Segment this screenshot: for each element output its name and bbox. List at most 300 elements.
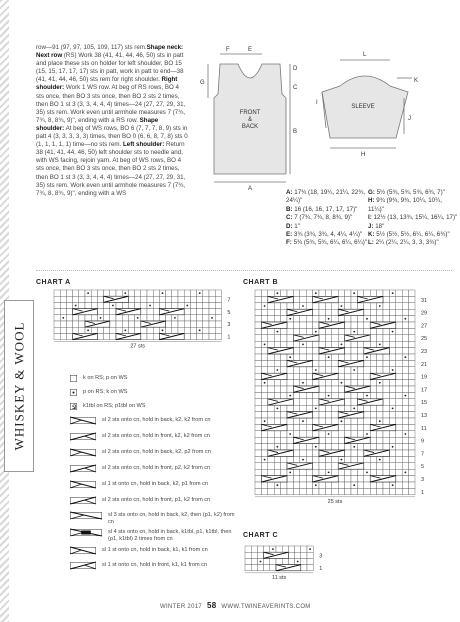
chart-cell <box>85 315 91 321</box>
legend-item <box>70 449 211 456</box>
chart-cell <box>370 367 376 373</box>
chart-cell <box>325 437 331 443</box>
chart-cell <box>389 488 395 494</box>
chart-cell <box>141 296 147 302</box>
chart-cell <box>116 315 122 321</box>
purl-dot <box>87 329 89 331</box>
chart-cell <box>325 360 331 366</box>
chart-cell <box>287 373 293 379</box>
chart-cell <box>274 418 280 424</box>
chart-cell <box>116 290 122 296</box>
chart-cell <box>370 463 376 469</box>
chart-cell <box>293 316 299 322</box>
chart-cell <box>345 488 351 494</box>
chart-cell <box>172 302 178 308</box>
chart-cell <box>357 322 363 328</box>
purl-dot <box>260 561 262 563</box>
chart-cell <box>261 399 267 405</box>
chart-cell <box>184 327 190 333</box>
instruction-text: Return 38 (41, 41, 44, 46, 50) left shoulder sts to needle and, with WS facing, rejoin yarn. At beg of WS rows, BO 4 sts once, then BO 3 sts once, then BO 2 sts 2 times, then BO 1 st 3 (3, 3, 4, 4, 4) times—24 (27, 27, 29, 31, 35) sts rem. Work even until armhole measures 7 (7¾, 7¾, 8, 8¾, 9)", ending with a WS <box>36 141 186 197</box>
chart-cell <box>396 392 402 398</box>
chart-cell <box>319 380 325 386</box>
purl-dot <box>272 548 274 550</box>
purl-dot <box>315 369 317 371</box>
chart-cell <box>325 290 331 296</box>
chart-cell <box>402 380 408 386</box>
chart-cell <box>345 405 351 411</box>
chart-cell <box>325 482 331 488</box>
chart-cell <box>73 296 79 302</box>
purl-dot <box>309 548 311 550</box>
chart-cell <box>396 360 402 366</box>
chart-cell <box>338 386 344 392</box>
legend-text: sl 1 st onto cn, hold in front, k1, k1 from cn <box>102 562 208 568</box>
chart-cell <box>351 488 357 494</box>
purl-dot <box>328 472 330 474</box>
chart-cell <box>338 354 344 360</box>
instruction-heading: Left shoulder: <box>123 141 165 149</box>
chart-cell <box>79 290 85 296</box>
chart-cell <box>300 328 306 334</box>
chart-cell <box>268 328 274 334</box>
chart-cell <box>332 380 338 386</box>
chart-cell <box>306 488 312 494</box>
chart-cell <box>147 309 153 315</box>
chart-cell <box>261 392 267 398</box>
chart-cell <box>351 392 357 398</box>
front-back-line-1: FRONT <box>239 110 261 116</box>
legend-symbol-icon <box>70 449 96 456</box>
chart-cell <box>79 296 85 302</box>
chart-cell <box>300 444 306 450</box>
chart-cell <box>166 321 172 327</box>
chart-cell <box>402 482 408 488</box>
chart-cell <box>306 367 312 373</box>
chart-cell <box>255 290 261 296</box>
chart-cell <box>288 546 294 552</box>
chart-cell <box>261 469 267 475</box>
chart-cell <box>409 424 415 430</box>
chart-cell <box>178 302 184 308</box>
chart-cell <box>274 335 280 341</box>
row-number: 13 <box>421 413 428 419</box>
chart-cell <box>357 431 363 437</box>
chart-cell <box>281 367 287 373</box>
chart-cell <box>306 296 312 302</box>
chart-cell <box>288 558 294 564</box>
chart-cell <box>338 405 344 411</box>
purl-dot <box>211 317 213 319</box>
chart-cell <box>255 463 261 469</box>
purl-dot <box>315 331 317 333</box>
chart-cell <box>396 463 402 469</box>
chart-cell <box>293 476 299 482</box>
chart-cell <box>255 424 261 430</box>
purl-dot <box>87 292 89 294</box>
chart-cell <box>319 303 325 309</box>
chart-cell <box>97 290 103 296</box>
chart-cell <box>345 373 351 379</box>
chart-cell <box>287 482 293 488</box>
chart-cell <box>147 327 153 333</box>
chart-grid <box>245 546 313 571</box>
chart-cell <box>313 392 319 398</box>
chart-cell <box>141 315 147 321</box>
chart-cell <box>255 348 261 354</box>
chart-cell <box>377 360 383 366</box>
chart-cell <box>215 333 221 339</box>
chart-cell <box>255 360 261 366</box>
purl-dot <box>353 484 355 486</box>
chart-cell <box>319 328 325 334</box>
chart-cell <box>300 296 306 302</box>
chart-cell <box>178 321 184 327</box>
row-number: 17 <box>421 387 428 394</box>
row-number: 1 <box>421 489 425 496</box>
chart-cell <box>389 469 395 475</box>
purl-dot <box>366 395 368 397</box>
label-g: G <box>200 80 205 86</box>
chart-cell <box>184 290 190 296</box>
chart-cell <box>409 437 415 443</box>
chart-cell <box>370 380 376 386</box>
chart-cell <box>261 328 267 334</box>
chart-c-title: CHART C <box>243 532 278 539</box>
chart-cell <box>313 303 319 309</box>
purl-dot <box>289 356 291 358</box>
row-number: 27 <box>421 323 428 330</box>
side-title-box <box>4 300 34 472</box>
garment-schematic <box>190 42 460 192</box>
chart-cell <box>281 431 287 437</box>
stitch-count-label: 27 sts <box>130 343 146 350</box>
purl-dot <box>100 317 102 319</box>
measurement-key: K: <box>368 231 377 239</box>
chart-cell <box>345 322 351 328</box>
chart-cell <box>319 386 325 392</box>
legend-symbol-icon <box>70 417 96 424</box>
row-number: 29 <box>421 310 428 317</box>
chart-cell <box>255 444 261 450</box>
instruction-text: Work 1 WS row. At beg of RS rows, BO 4 sts once, then BO 3 sts once, then BO 2 sts 2 times, then BO 1 st 3 (3, 3, 4, 4, 4) times—24 (27, 27, 29, 31, 35) sts rem. Work even until armhole measures 7 (7¾, 7¾, 8, 8¾, 9)", ending with a RS row. <box>36 84 186 124</box>
chart-cell <box>377 488 383 494</box>
chart-cell <box>409 418 415 424</box>
chart-cell <box>332 303 338 309</box>
chart-cell <box>293 328 299 334</box>
chart-cell <box>60 302 66 308</box>
chart-cell <box>60 290 66 296</box>
chart-cell <box>166 327 172 333</box>
measurement-key: A: <box>286 189 295 196</box>
chart-cell <box>351 373 357 379</box>
chart-cell <box>60 321 66 327</box>
chart-cell <box>383 316 389 322</box>
chart-cell <box>370 316 376 322</box>
legend-item <box>70 389 127 396</box>
chart-cell <box>409 303 415 309</box>
chart-cell <box>306 328 312 334</box>
purl-dot <box>366 433 368 435</box>
chart-cell <box>261 309 267 315</box>
chart-cell <box>190 296 196 302</box>
purl-dot <box>405 318 407 320</box>
chart-cell <box>313 360 319 366</box>
chart-cell <box>215 309 221 315</box>
chart-cell <box>396 373 402 379</box>
chart-cell <box>281 309 287 315</box>
purl-dot <box>264 344 266 346</box>
chart-cell <box>300 348 306 354</box>
purl-dot <box>379 420 381 422</box>
chart-cell <box>293 482 299 488</box>
chart-cell <box>345 290 351 296</box>
chart-cell <box>345 431 351 437</box>
chart-cell <box>293 373 299 379</box>
chart-cell <box>255 431 261 437</box>
chart-cell <box>402 335 408 341</box>
chart-cell <box>287 476 293 482</box>
chart-cell <box>153 290 159 296</box>
chart-cell <box>261 335 267 341</box>
chart-cell <box>357 405 363 411</box>
chart-cell <box>396 328 402 334</box>
chart-cell <box>332 469 338 475</box>
chart-cell <box>306 444 312 450</box>
chart-cell <box>325 380 331 386</box>
chart-cell <box>325 328 331 334</box>
chart-cell <box>396 348 402 354</box>
chart-cell <box>293 405 299 411</box>
section-divider <box>36 270 452 271</box>
chart-cell <box>345 469 351 475</box>
chart-cell <box>66 290 72 296</box>
chart-cell <box>281 360 287 366</box>
purl-dot <box>174 317 176 319</box>
chart-cell <box>351 322 357 328</box>
chart-cell <box>409 335 415 341</box>
chart-cell <box>357 456 363 462</box>
row-number: 5 <box>421 464 425 471</box>
chart-cell <box>268 303 274 309</box>
row-number: 7 <box>227 297 231 304</box>
chart-cell <box>357 469 363 475</box>
chart-cell <box>287 386 293 392</box>
purl-dot <box>289 433 291 435</box>
chart-cell <box>338 316 344 322</box>
chart-cell <box>306 456 312 462</box>
chart-cell <box>270 558 276 564</box>
chart-cell <box>97 309 103 315</box>
chart-cell <box>338 328 344 334</box>
chart-cell <box>60 333 66 339</box>
chart-cell <box>409 412 415 418</box>
chart-cell <box>261 360 267 366</box>
chart-cell <box>274 354 280 360</box>
chart-cell <box>357 373 363 379</box>
chart-cell <box>402 360 408 366</box>
chart-cell <box>325 444 331 450</box>
chart-cell <box>190 315 196 321</box>
chart-cell <box>141 327 147 333</box>
purl-dot <box>353 369 355 371</box>
chart-cell <box>274 303 280 309</box>
chart-cell <box>357 476 363 482</box>
chart-cell <box>293 424 299 430</box>
chart-cell <box>110 333 116 339</box>
chart-cell <box>338 431 344 437</box>
chart-cell <box>357 444 363 450</box>
chart-cell <box>338 444 344 450</box>
chart-cell <box>135 327 141 333</box>
chart-cell <box>306 469 312 475</box>
chart-cell <box>255 412 261 418</box>
chart-cell <box>383 341 389 347</box>
chart-cell <box>281 303 287 309</box>
chart-cell <box>209 321 215 327</box>
chart-cell <box>396 482 402 488</box>
chart-cell <box>396 380 402 386</box>
chart-cell <box>306 392 312 398</box>
chart-cell <box>409 290 415 296</box>
chart-cell <box>325 463 331 469</box>
chart-cell <box>319 309 325 315</box>
purl-dot <box>392 331 394 333</box>
chart-cell <box>377 392 383 398</box>
chart-cell <box>261 386 267 392</box>
chart-cell <box>293 444 299 450</box>
chart-cell <box>197 321 203 327</box>
chart-cell <box>319 456 325 462</box>
chart-cell <box>255 328 261 334</box>
row-number: 1 <box>227 334 231 341</box>
chart-cell <box>73 327 79 333</box>
measurement-row <box>286 189 376 206</box>
chart-cell <box>190 327 196 333</box>
legend-text: sl 4 sts onto cn, hold in back, k1tbl, p1, k1tbl, then (p1, k1tbl) 2 times from cn <box>108 529 232 542</box>
chart-cell <box>135 302 141 308</box>
legend-item <box>70 375 127 382</box>
chart-cell <box>104 290 110 296</box>
chart-cell <box>357 290 363 296</box>
chart-cell <box>264 565 270 571</box>
chart-cell <box>104 309 110 315</box>
chart-cell <box>364 367 370 373</box>
chart-cell <box>287 303 293 309</box>
measurement-value: 7 (7¾, 7¾, 8, 8¾, 9)" <box>294 214 353 222</box>
chart-cell <box>251 552 257 558</box>
chart-cell <box>255 392 261 398</box>
chart-cell <box>301 558 307 564</box>
chart-cell <box>300 290 306 296</box>
legend-item <box>70 465 210 472</box>
chart-cell <box>313 463 319 469</box>
chart-cell <box>313 399 319 405</box>
chart-cell <box>54 296 60 302</box>
chart-cell <box>370 335 376 341</box>
chart-cell <box>338 367 344 373</box>
measurement-row <box>368 239 458 247</box>
chart-cell <box>135 296 141 302</box>
chart-cell <box>190 333 196 339</box>
chart-cell <box>325 488 331 494</box>
chart-cell <box>166 290 172 296</box>
chart-cell <box>60 296 66 302</box>
chart-cell <box>281 482 287 488</box>
purl-dot <box>341 459 343 461</box>
chart-cell <box>255 456 261 462</box>
chart-cell <box>377 309 383 315</box>
legend-symbol-icon <box>70 529 102 536</box>
chart-cell <box>300 392 306 398</box>
chart-cell <box>54 309 60 315</box>
chart-cell <box>409 380 415 386</box>
chart-cell <box>128 290 134 296</box>
legend-symbol-icon <box>70 375 77 382</box>
chart-cell <box>287 424 293 430</box>
chart-cell <box>396 469 402 475</box>
chart-cell <box>85 296 91 302</box>
purl-dot <box>199 329 201 331</box>
legend-item <box>70 433 210 440</box>
chart-cell <box>307 552 313 558</box>
chart-cell <box>409 373 415 379</box>
chart-cell <box>377 444 383 450</box>
chart-cell <box>128 321 134 327</box>
chart-cell <box>377 437 383 443</box>
purl-dot <box>341 420 343 422</box>
chart-cell <box>319 482 325 488</box>
chart-cell <box>364 309 370 315</box>
chart-cell <box>332 437 338 443</box>
chart-cell <box>261 431 267 437</box>
chart-cell <box>66 315 72 321</box>
chart-cell <box>396 341 402 347</box>
chart-cell <box>184 315 190 321</box>
measurement-key: L: <box>368 239 376 247</box>
purl-dot <box>277 446 279 448</box>
chart-cell <box>54 290 60 296</box>
chart-cell <box>261 367 267 373</box>
chart-cell <box>351 399 357 405</box>
chart-cell <box>122 315 128 321</box>
chart-cell <box>351 303 357 309</box>
chart-cell <box>351 296 357 302</box>
legend-item <box>70 547 208 554</box>
chart-cell <box>281 437 287 443</box>
chart-cell <box>351 450 357 456</box>
chart-cell <box>281 463 287 469</box>
chart-cell <box>293 290 299 296</box>
chart-cell <box>281 412 287 418</box>
chart-cell <box>389 380 395 386</box>
chart-cell <box>293 341 299 347</box>
chart-cell <box>281 456 287 462</box>
stitch-count-label: 25 sts <box>327 498 343 505</box>
chart-cell <box>402 290 408 296</box>
chart-cell <box>255 476 261 482</box>
chart-cell <box>402 296 408 302</box>
chart-cell <box>257 565 263 571</box>
chart-cell <box>332 367 338 373</box>
chart-cell <box>255 354 261 360</box>
chart-cell <box>197 296 203 302</box>
chart-cell <box>128 302 134 308</box>
chart-cell <box>215 315 221 321</box>
chart-cell <box>287 290 293 296</box>
chart-cell <box>325 405 331 411</box>
chart-cell <box>197 315 203 321</box>
chart-cell <box>203 333 209 339</box>
